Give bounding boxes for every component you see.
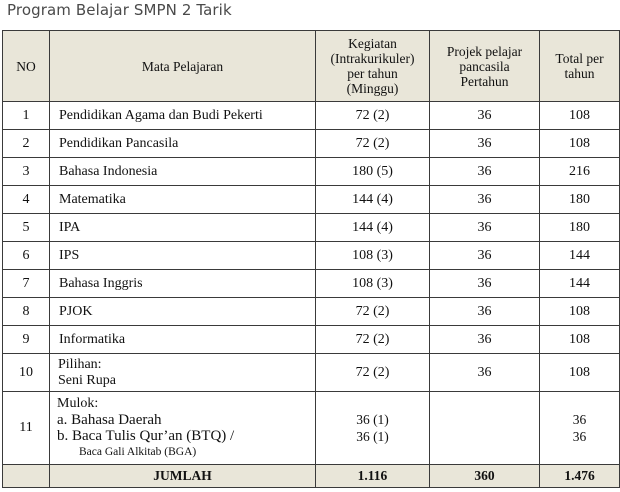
total-value: 108 <box>540 326 620 354</box>
summary-projek: 360 <box>430 465 540 488</box>
table-row <box>3 298 620 326</box>
row-number: 9 <box>3 326 50 354</box>
kegiatan-value: 108 (3) <box>316 242 430 270</box>
total-value: 108 <box>540 130 620 158</box>
total-value: 36 <box>572 412 587 427</box>
header-projek-line: Projek pelajar <box>446 43 523 59</box>
projek-value: 36 <box>430 158 540 186</box>
kegiatan-value: 36 (1) <box>356 429 389 444</box>
projek-value: 36 <box>430 298 540 326</box>
header-kegiatan-line: (Minggu) <box>346 81 399 96</box>
table-row <box>3 326 620 354</box>
projek-value: 36 <box>430 354 540 392</box>
kegiatan-value: 72 (2) <box>316 354 430 392</box>
mulok-label: Mulok: <box>57 396 99 411</box>
summary-row <box>3 465 620 488</box>
header-projek-line: pancasila <box>459 58 510 74</box>
kegiatan-value: 144 (4) <box>316 214 430 242</box>
header-kegiatan-line: per tahun <box>347 66 398 81</box>
subject-name: Pendidikan Pancasila <box>50 130 316 158</box>
mulok-kegiatan <box>316 392 430 465</box>
projek-value: 36 <box>430 130 540 158</box>
header-projek <box>430 31 540 102</box>
subject-name: Pendidikan Agama dan Budi Pekerti <box>50 102 316 130</box>
table-row <box>3 130 620 158</box>
row-number: 7 <box>3 270 50 298</box>
total-value: 180 <box>540 186 620 214</box>
projek-value: 36 <box>430 102 540 130</box>
subject-name: Seni Rupa <box>58 372 116 388</box>
table-row <box>3 102 620 130</box>
curriculum-table <box>2 30 620 488</box>
header-row <box>3 31 620 102</box>
row-number: 2 <box>3 130 50 158</box>
mulok-projek <box>430 392 540 465</box>
row-number: 5 <box>3 214 50 242</box>
total-value: 108 <box>540 102 620 130</box>
table-row <box>3 270 620 298</box>
subject-name: PJOK <box>50 298 316 326</box>
kegiatan-value: 108 (3) <box>316 270 430 298</box>
projek-value: 36 <box>430 186 540 214</box>
subject-name: Bahasa Inggris <box>50 270 316 298</box>
total-value: 108 <box>540 354 620 392</box>
pilihan-label: Pilihan: <box>58 356 102 372</box>
projek-value: 36 <box>430 326 540 354</box>
projek-value: 36 <box>430 214 540 242</box>
table-row <box>3 158 620 186</box>
total-value: 144 <box>540 242 620 270</box>
row-number: 1 <box>3 102 50 130</box>
kegiatan-value: 72 (2) <box>316 102 430 130</box>
kegiatan-value: 36 (1) <box>356 412 389 427</box>
header-kegiatan-line: (Intrakurikuler) <box>330 51 415 66</box>
row-number: 3 <box>3 158 50 186</box>
kegiatan-value: 72 (2) <box>316 326 430 354</box>
kegiatan-value: 144 (4) <box>316 186 430 214</box>
subject-name: Bahasa Indonesia <box>50 158 316 186</box>
header-total-line: tahun <box>564 66 595 81</box>
projek-value: 36 <box>430 242 540 270</box>
table-row <box>3 242 620 270</box>
header-kegiatan-line: Kegiatan <box>348 36 397 51</box>
mulok-total <box>540 392 620 465</box>
subject-name: IPS <box>50 242 316 270</box>
mulok-item-b: b. Baca Tulis Qur’an (BTQ) / <box>57 428 235 444</box>
row-number: 4 <box>3 186 50 214</box>
summary-label: JUMLAH <box>50 465 316 488</box>
subject-name: IPA <box>50 214 316 242</box>
summary-blank <box>3 465 50 488</box>
summary-total: 1.476 <box>540 465 620 488</box>
header-total <box>540 31 620 102</box>
total-value: 144 <box>540 270 620 298</box>
pilihan-cell <box>50 354 316 392</box>
row-number: 6 <box>3 242 50 270</box>
header-no: NO <box>3 31 50 102</box>
total-value: 108 <box>540 298 620 326</box>
subject-name: Matematika <box>50 186 316 214</box>
mulok-item-b-alt: Baca Gali Alkitab (BGA) <box>79 446 197 458</box>
mulok-cell <box>50 392 316 465</box>
header-subject: Mata Pelajaran <box>50 31 316 102</box>
header-total-line: Total per <box>555 51 604 66</box>
table-row-mulok <box>3 392 620 465</box>
kegiatan-value: 72 (2) <box>316 298 430 326</box>
total-value: 180 <box>540 214 620 242</box>
table-row <box>3 214 620 242</box>
table-row-pilihan <box>3 354 620 392</box>
subject-name: Informatika <box>50 326 316 354</box>
kegiatan-value: 72 (2) <box>316 130 430 158</box>
row-number: 10 <box>3 354 50 392</box>
header-projek-line: Pertahun <box>460 73 509 89</box>
projek-value: 36 <box>430 270 540 298</box>
table-row <box>3 186 620 214</box>
kegiatan-value: 180 (5) <box>316 158 430 186</box>
total-value: 216 <box>540 158 620 186</box>
mulok-item-a: a. Bahasa Daerah <box>57 412 162 428</box>
header-kegiatan <box>316 31 430 102</box>
row-number: 8 <box>3 298 50 326</box>
total-value: 36 <box>572 429 587 444</box>
summary-kegiatan: 1.116 <box>316 465 430 488</box>
page-heading: Program Belajar SMPN 2 Tarik <box>7 1 232 19</box>
row-number: 11 <box>3 392 50 465</box>
